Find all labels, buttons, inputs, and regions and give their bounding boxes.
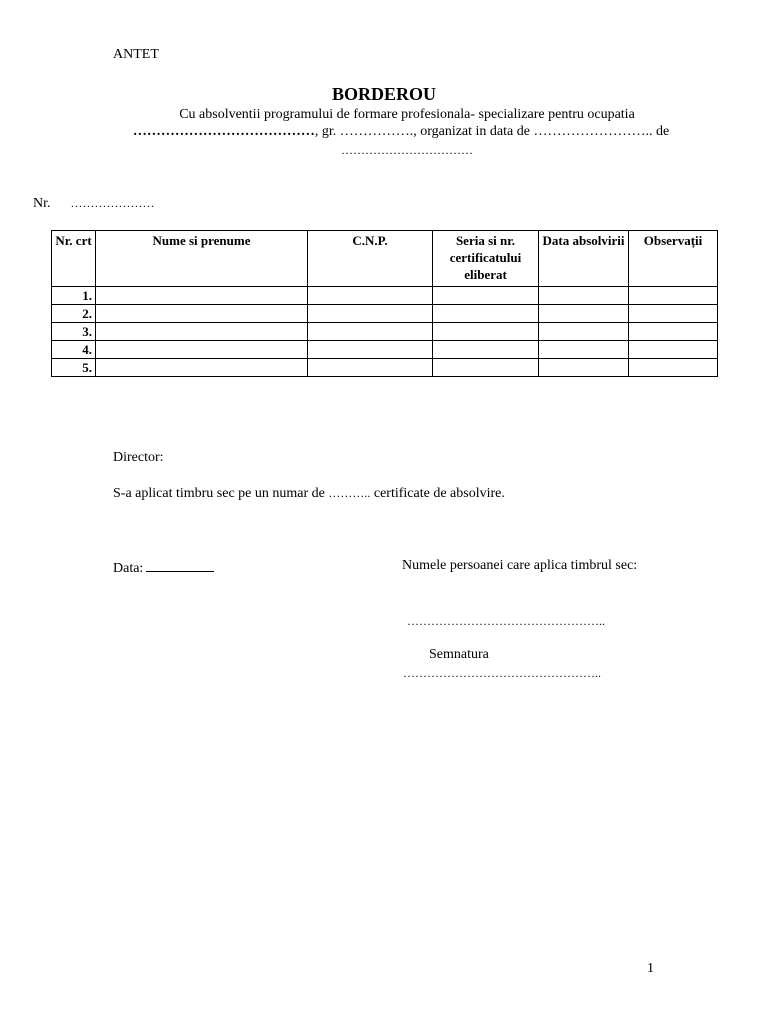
subtitle-line-3: …………………………… xyxy=(341,143,473,157)
row-number: 3. xyxy=(52,323,96,341)
cell-name[interactable] xyxy=(96,341,308,359)
table-row xyxy=(52,359,718,377)
cell-cnp[interactable] xyxy=(308,323,433,341)
subtitle-line-2-rest: , gr. ……………., organizat in data de …………………….. de xyxy=(314,124,670,139)
header-nr-crt: Nr. crt xyxy=(52,231,96,287)
signature-blank: ………………………………………….. xyxy=(403,666,601,680)
cell-name[interactable] xyxy=(96,359,308,377)
stamper-name-label: Numele persoanei care aplica timbrul sec: xyxy=(402,558,638,573)
cell-cnp[interactable] xyxy=(308,341,433,359)
cell-observations[interactable] xyxy=(629,305,718,323)
cell-date[interactable] xyxy=(539,323,629,341)
row-number: 2. xyxy=(52,305,96,323)
header-cnp: C.N.P. xyxy=(308,231,433,287)
page-number: 1 xyxy=(647,961,654,976)
date-field xyxy=(113,558,214,577)
cell-certificate[interactable] xyxy=(433,305,539,323)
stamp-prefix: S-a aplicat timbru sec pe un numar de xyxy=(113,486,325,501)
row-number: 4. xyxy=(52,341,96,359)
table-row xyxy=(52,323,718,341)
number-label: Nr. xyxy=(33,196,51,211)
number-blank: ………………… xyxy=(70,196,155,210)
table-row xyxy=(52,341,718,359)
header-observations: Observații xyxy=(629,231,718,287)
cell-date[interactable] xyxy=(539,305,629,323)
subtitle-line-2 xyxy=(0,124,768,140)
occupation-blank: ………………………………… xyxy=(132,124,315,139)
signature-label: Semnatura xyxy=(429,647,489,662)
cell-cnp[interactable] xyxy=(308,359,433,377)
cell-certificate[interactable] xyxy=(433,341,539,359)
cell-date[interactable] xyxy=(539,287,629,305)
date-label: Data: xyxy=(113,561,144,576)
cell-certificate[interactable] xyxy=(433,287,539,305)
stamp-suffix: certificate de absolvire. xyxy=(373,486,505,501)
cell-observations[interactable] xyxy=(629,341,718,359)
subtitle-line-1: Cu absolventii programului de formare profesionala- specializare pentru ocupatia xyxy=(179,107,635,122)
header-graduation-date: Data absolvirii xyxy=(539,231,629,287)
date-blank-line[interactable] xyxy=(146,558,214,572)
director-label: Director: xyxy=(113,450,164,465)
stamp-count-blank: ……….. xyxy=(328,486,371,500)
stamp-statement xyxy=(113,486,505,502)
row-number: 1. xyxy=(52,287,96,305)
header-name: Nume si prenume xyxy=(96,231,308,287)
cell-cnp[interactable] xyxy=(308,305,433,323)
cell-observations[interactable] xyxy=(629,323,718,341)
table-row xyxy=(52,305,718,323)
cell-certificate[interactable] xyxy=(433,323,539,341)
cell-date[interactable] xyxy=(539,359,629,377)
stamper-name-blank: ………………………………………….. xyxy=(407,614,605,628)
document-number xyxy=(33,196,155,212)
document-title: BORDEROU xyxy=(331,84,436,104)
cell-observations[interactable] xyxy=(629,359,718,377)
row-number: 5. xyxy=(52,359,96,377)
graduates-table xyxy=(51,230,718,377)
cell-cnp[interactable] xyxy=(308,287,433,305)
cell-name[interactable] xyxy=(96,305,308,323)
table-row xyxy=(52,287,718,305)
cell-observations[interactable] xyxy=(629,287,718,305)
header-certificate: Seria si nr. certificatului eliberat xyxy=(433,231,539,287)
antet-label: ANTET xyxy=(113,47,159,62)
cell-name[interactable] xyxy=(96,287,308,305)
table-header-row xyxy=(52,231,718,287)
cell-date[interactable] xyxy=(539,341,629,359)
cell-name[interactable] xyxy=(96,323,308,341)
cell-certificate[interactable] xyxy=(433,359,539,377)
